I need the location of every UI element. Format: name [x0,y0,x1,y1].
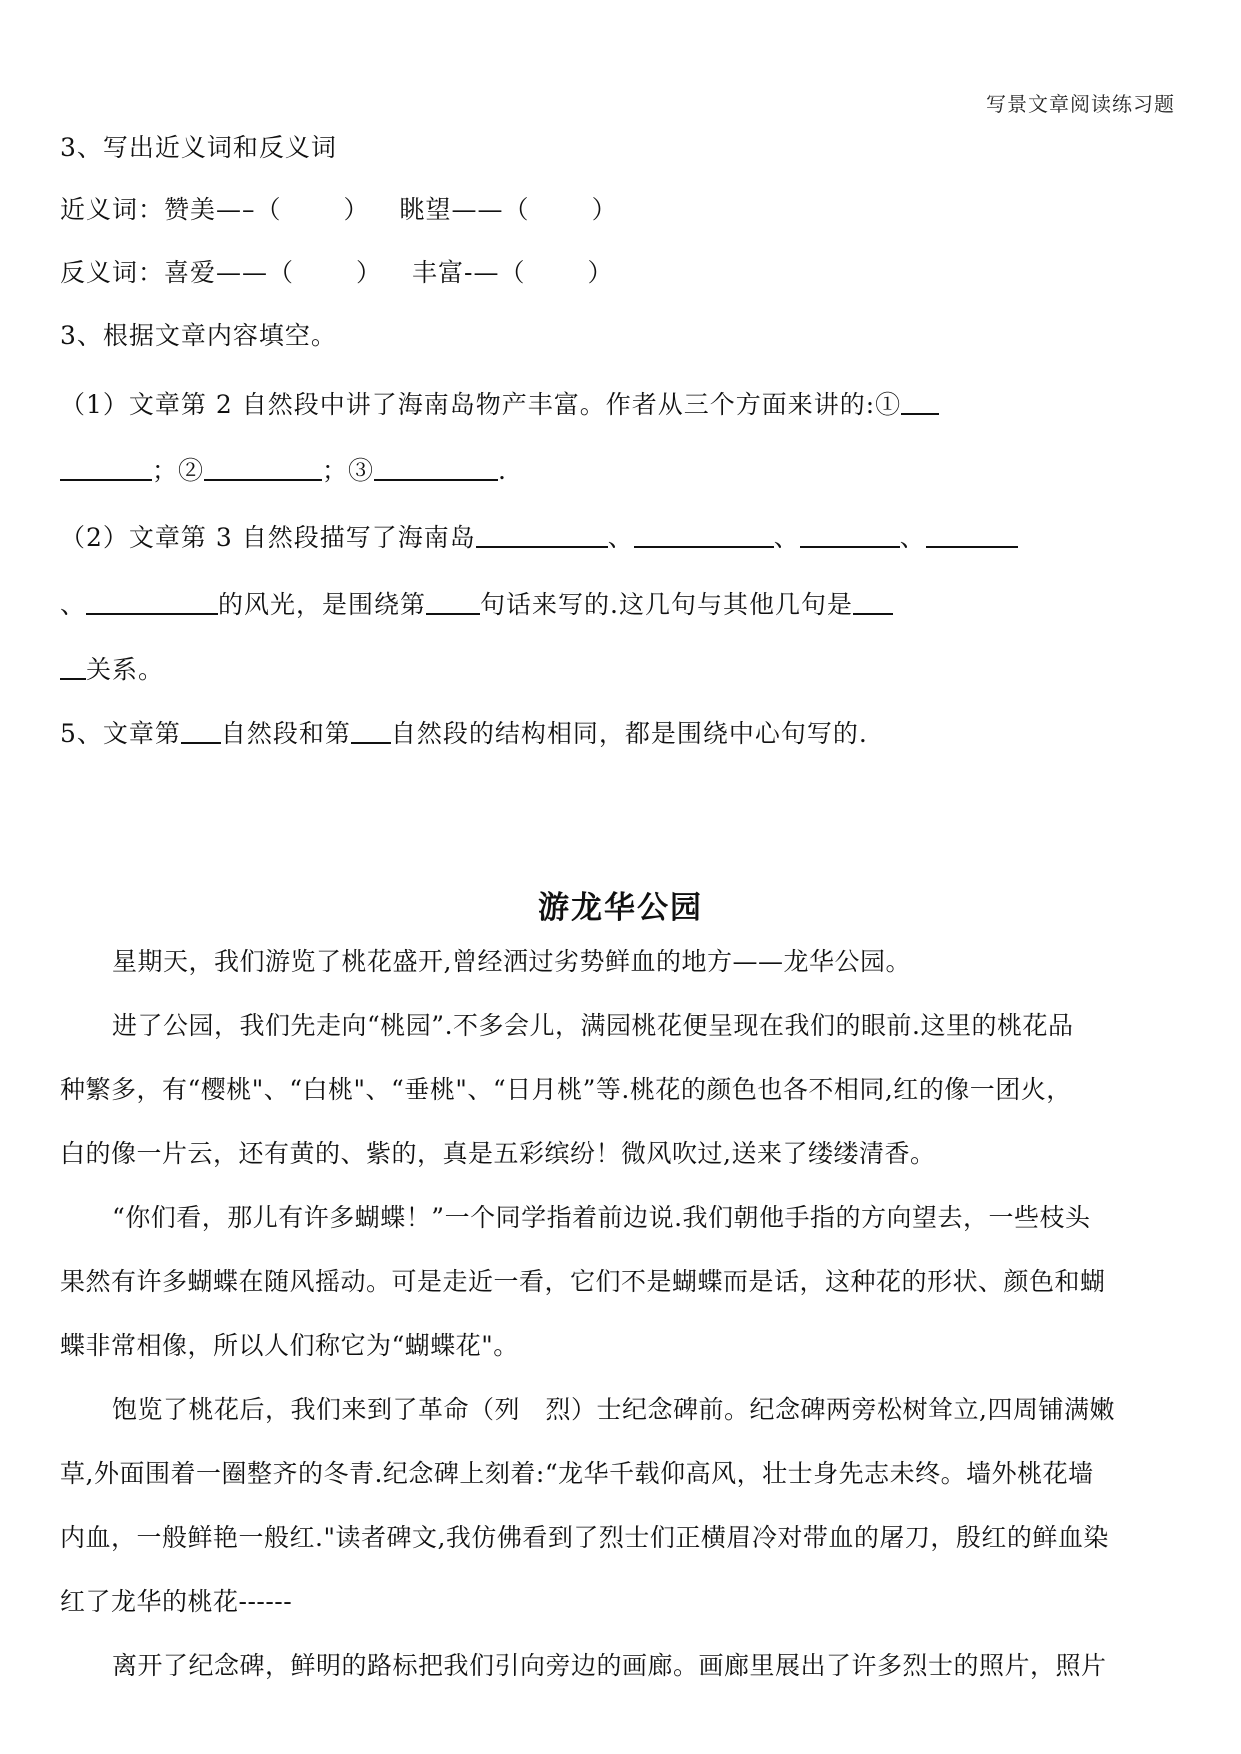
answer-blank[interactable] [800,520,900,548]
answer-blank[interactable] [204,453,322,481]
paragraph-line: 草,外面围着一圈整齐的冬青.纪念碑上刻着:“龙华千载仰高风，壮士身先志未终。墙外桃花墙 [60,1459,1094,1488]
answer-blank[interactable] [60,453,152,481]
paragraph-line: 饱览了桃花后，我们来到了革命（列 烈）士纪念碑前。纪念碑两旁松树耸立,四周铺满嫩 [112,1395,1115,1424]
page-header: 写景文章阅读练习题 [986,92,1175,116]
question-text: 的风光，是围绕第 [218,590,427,619]
question-text: 自然段的结构相同，都是围绕中心句写的. [390,719,868,748]
paren-close: ） [343,195,370,224]
paragraph-line: 离开了纪念碑，鲜明的路标把我们引向旁边的画廊。画廊里展出了许多烈士的照片，照片 [112,1651,1107,1680]
question-text: 自然段和第 [220,719,351,748]
question-3-synonyms-title: 3、写出近义词和反义词 [60,133,337,162]
period: . [498,456,507,485]
paragraph-line: 内血，一般鲜艳一般红."读者碑文,我仿佛看到了烈士们正横眉冷对带血的屠刀，殷红的鲜血染 [60,1523,1109,1552]
paragraph-line: 白的像一片云，还有黄的、紫的，真是五彩缤纷！微风吹过,送来了缕缕清香。 [60,1139,936,1168]
separator: ；③ [322,456,375,485]
question-text: 句话来写的.这几句与其他几句是 [480,590,853,619]
question-text: 关系。 [86,655,165,684]
paren-close: ） [356,258,383,287]
question-text: 5、文章第 [60,719,181,748]
question-text: （2）文章第 3 自然段描写了海南岛 [60,523,476,552]
paren-close: ） [591,195,618,224]
answer-blank[interactable] [634,520,774,548]
question-5-line [60,716,868,751]
article-body [60,930,1186,1698]
answer-blank[interactable] [60,652,86,680]
paragraph-line: 进了公园，我们先走向“桃园”.不多会儿，满园桃花便呈现在我们的眼前.这里的桃花品 [112,1011,1074,1040]
answer-blank[interactable] [926,520,1018,548]
paragraph-line: 红了龙华的桃花------ [60,1587,293,1616]
synonyms-label: 近义词： [60,195,165,224]
antonyms-line [60,256,614,290]
synonym-word-2: 眺望——（ [399,195,530,224]
paragraph-line: “你们看，那儿有许多蝴蝶！”一个同学指着前边说.我们朝他手指的方向望去，一些枝头 [112,1203,1091,1232]
answer-blank[interactable] [374,453,498,481]
question-3-fill-title: 3、根据文章内容填空。 [60,321,337,350]
article-title: 游龙华公园 [538,890,703,926]
separator: 、 [899,523,926,552]
paragraph-line: 蝶非常相像，所以人们称它为“蝴蝶花"。 [60,1331,519,1360]
question-3-2-line2 [60,587,893,622]
answer-blank[interactable] [426,587,480,615]
antonym-word-2: 丰富-—（ [412,258,526,287]
separator: 、 [60,590,87,619]
antonyms-label: 反义词： [60,258,165,287]
question-3-2-line3 [60,652,164,687]
answer-blank[interactable] [901,387,939,415]
paragraph-line: 果然有许多蝴蝶在随风摇动。可是走近一看，它们不是蝴蝶而是话，这种花的形状、颜色和蝴 [60,1267,1106,1296]
answer-blank[interactable] [476,520,608,548]
answer-blank[interactable] [853,587,893,615]
answer-blank[interactable] [86,587,218,615]
separator: 、 [607,523,634,552]
paren-close: ） [587,258,614,287]
answer-blank[interactable] [351,716,391,744]
question-3-1-line2 [60,453,507,488]
paragraph-line: 星期天，我们游览了桃花盛开,曾经洒过劣势鲜血的地方——龙华公园。 [112,947,911,976]
separator: ；② [152,456,205,485]
question-3-1-line1 [60,387,939,422]
paragraph-line: 种繁多，有“樱桃"、“白桃"、“垂桃"、“日月桃”等.桃花的颜色也各不相同,红的像一团火， [60,1075,1072,1104]
antonym-word-1: 喜爱——（ [164,258,295,287]
synonym-word-1: 赞美—–（ [164,195,282,224]
answer-blank[interactable] [181,716,221,744]
separator: 、 [773,523,800,552]
question-text: （1）文章第 2 自然段中讲了海南岛物产丰富。作者从三个方面来讲的:① [60,390,902,419]
question-3-2-line1 [60,520,1018,555]
synonyms-line [60,193,618,227]
